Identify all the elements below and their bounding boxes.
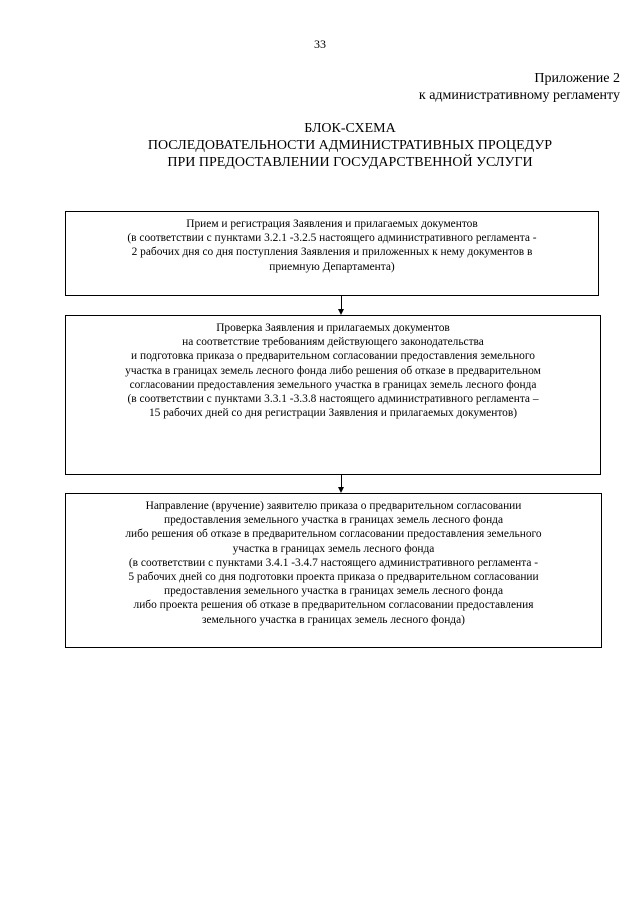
step-3-line: (в соответствии с пунктами 3.4.1 -3.4.7 настоящего административного регламента - <box>128 556 539 569</box>
step-2-line: на соответствие требованиям действующего законодательства <box>182 336 484 349</box>
step-2-line: 15 рабочих дней со дня регистрации Заявления и прилагаемых документов) <box>148 407 518 420</box>
step-1-line: Прием и регистрация Заявления и прилагаемых документов <box>186 218 478 230</box>
step-3-line: Направление (вручение) заявителю приказа о предварительном согласовании <box>145 500 522 512</box>
step-3-line: 5 рабочих дней со дня подготовки проекта приказа о предварительном согласовании <box>128 571 539 584</box>
step-3-line: предоставления земельного участка в границах земель лесного фонда <box>163 585 504 598</box>
flow-arrow-2-line <box>341 475 342 487</box>
appendix-line-2: к административному регламенту <box>418 88 620 103</box>
step-2-line: и подготовка приказа о предварительном согласовании предоставления земельного <box>131 350 535 363</box>
step-2-line: (в соответствии с пунктами 3.3.1 -3.3.8 настоящего административного регламента – <box>127 393 539 406</box>
step-3-line: либо проекта решения об отказе в предварительном согласовании предоставления <box>133 599 534 612</box>
flow-arrow-1-line <box>341 296 342 310</box>
step-1-line: приемную Департамента) <box>269 260 395 273</box>
step-1-line: 2 рабочих дня со дня поступления Заявления и приложенных к нему документов в <box>131 246 533 259</box>
step-2-line: участка в границах земель лесного фонда либо решения об отказе в предварительном <box>125 364 541 377</box>
flow-step-2-box <box>65 315 601 475</box>
step-3-line: участка в границах земель лесного фонда <box>232 542 435 555</box>
step-2-line: согласовании предоставления земельного участка в границах земель лесного фонда <box>129 378 537 391</box>
appendix-note <box>419 70 620 104</box>
step-3-line: либо решения об отказе в предварительном согласовании предоставления земельного <box>125 528 542 541</box>
step-2-line: Проверка Заявления и прилагаемых документов <box>216 322 450 334</box>
page-number: 33 <box>314 37 326 51</box>
title-line-3: ПРИ ПРЕДОСТАВЛЕНИИ ГОСУДАРСТВЕННОЙ УСЛУГИ <box>167 155 533 170</box>
appendix-line-1: Приложение 2 <box>534 71 620 86</box>
flow-step-1-box <box>65 211 599 296</box>
document-title <box>40 120 640 171</box>
step-1-line: (в соответствии с пунктами 3.2.1 -3.2.5 настоящего административного регламента - <box>127 232 537 245</box>
step-3-line: земельного участка в границах земель лесного фонда) <box>202 613 465 626</box>
flow-step-3-box <box>65 493 602 648</box>
step-3-line: предоставления земельного участка в границах земель лесного фонда <box>163 514 504 527</box>
title-line-2: ПОСЛЕДОВАТЕЛЬНОСТИ АДМИНИСТРАТИВНЫХ ПРОЦЕДУР <box>147 138 553 153</box>
title-line-1: БЛОК-СХЕМА <box>304 121 396 136</box>
